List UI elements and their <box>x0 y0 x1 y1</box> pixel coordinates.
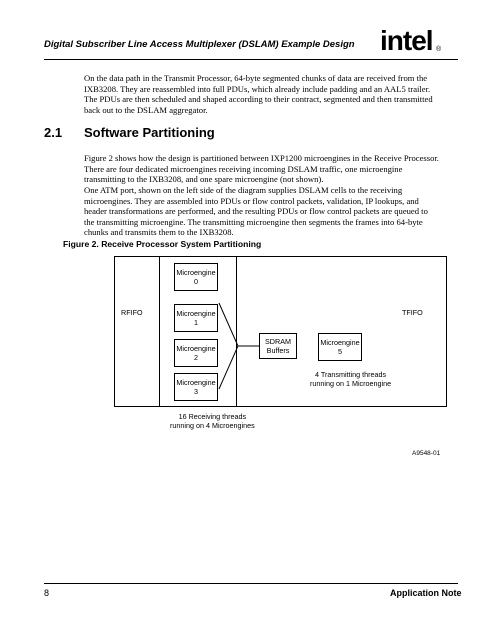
intel-logo <box>380 24 442 58</box>
rfifo-label: RFIFO <box>121 308 143 317</box>
partitioning-diagram <box>114 256 453 441</box>
microengine-0-box <box>174 263 218 291</box>
microengine-2-number: 2 <box>194 353 198 362</box>
system-border <box>115 257 447 407</box>
tx-note-line-2: running on 1 Microengine <box>310 379 392 388</box>
tfifo-label: TFIFO <box>402 308 423 317</box>
document-type: Application Note <box>390 588 462 598</box>
tx-threads-note <box>310 370 391 388</box>
microengine-1-number: 1 <box>194 318 198 327</box>
microengine-0-number: 0 <box>194 277 198 286</box>
microengine-3-number: 3 <box>194 387 198 396</box>
sdram-buffers-box <box>259 333 297 359</box>
section-paragraph-1: Figure 2 shows how the design is partitioned between IXP1200 microengines in the Receive Processor. There are four dedicated microengines receiving incoming DSLAM traffic, one microengine transmitting to the IXB3208, and one spare microengine (not shown). <box>84 153 439 185</box>
microengine-1-name: Microengine <box>176 309 216 318</box>
microengine-5-number: 5 <box>338 347 342 356</box>
section-paragraph-2: One ATM port, shown on the left side of the diagram supplies DSLAM cells to the receiving microengines. They are assembled into PDUs or flow control packets, validation, IP lookups, and header transformations are performed, and the resulting PDUs or flow control packets are queued to the transmitting microengine. The transmitting microengine then segments the frames into 64-byte chunks and transmits them to the IXB3208. <box>84 185 428 238</box>
microengine-5-box <box>318 333 362 361</box>
intro-paragraph: On the data path in the Transmit Processor, 64-byte segmented chunks of data are received from the IXB3208. They are reassembled into full PDUs, which already include padding and an AAL5 trailer. The PDUs are then scheduled and shaped according to their contract, segmented and then transmitted back out to the DSLAM aggregator. <box>84 73 433 115</box>
microengine-0-name: Microengine <box>176 268 216 277</box>
running-header-title: Digital Subscriber Line Access Multiplexer (DSLAM) Example Design <box>44 39 355 50</box>
section-title: Software Partitioning <box>84 125 215 140</box>
tx-note-line-1: 4 Transmitting threads <box>315 370 387 379</box>
section-number: 2.1 <box>44 125 63 140</box>
microengine-2-box <box>174 339 218 367</box>
rx-threads-note <box>170 412 255 430</box>
sdram-line-2: Buffers <box>266 346 290 355</box>
page-number: 8 <box>44 588 50 598</box>
rx-note-line-2: running on 4 Microengines <box>170 421 255 430</box>
figure-caption: Figure 2. Receive Processor System Partitioning <box>63 239 262 249</box>
microengine-1-box <box>174 304 218 332</box>
rx-note-line-1: 16 Receiving threads <box>178 412 247 421</box>
figure-id: A9548-01 <box>412 450 441 457</box>
microengine-3-box <box>174 373 218 401</box>
registered-mark: ® <box>436 46 442 53</box>
sdram-line-1: SDRAM <box>265 337 291 346</box>
brace-line <box>219 303 238 389</box>
microengine-3-name: Microengine <box>176 378 216 387</box>
header-rule <box>44 59 458 60</box>
logo-wordmark: intel <box>380 25 433 56</box>
microengine-2-name: Microengine <box>176 344 216 353</box>
footer-rule <box>44 583 458 584</box>
microengine-5-name: Microengine <box>320 338 360 347</box>
